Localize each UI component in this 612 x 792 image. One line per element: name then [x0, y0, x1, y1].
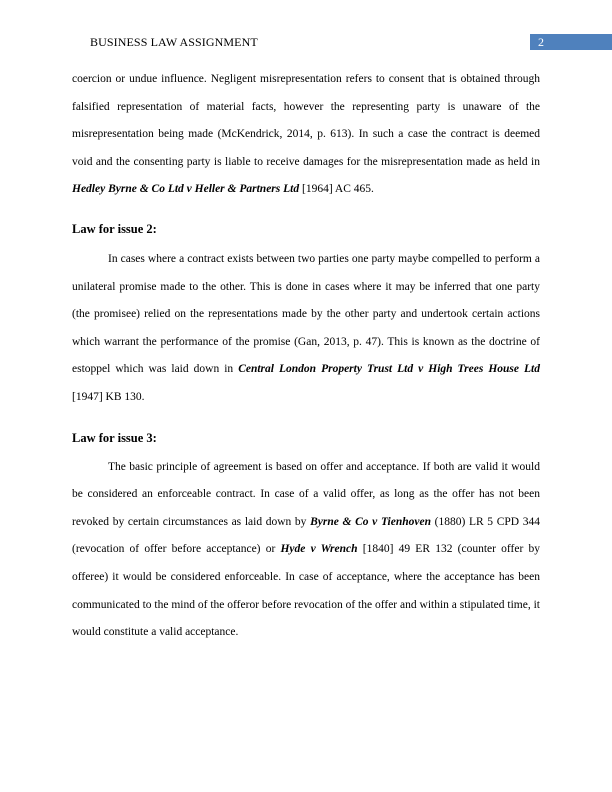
- paragraph-text: The basic principle of agreement is based on offer and acceptance. If both are valid it would be considered an enforceable contract. In case of a valid offer, as long as the offer has not been revoked by certain circumstances as laid down by: [72, 460, 540, 528]
- paragraph-text: (1880) LR 5 CPD 344 (revocation of offer before acceptance) or: [72, 515, 540, 556]
- page-number: 2: [538, 35, 544, 49]
- case-citation: Hyde v Wrench: [280, 543, 358, 556]
- paragraph-text: [1947] KB 130.: [72, 390, 145, 403]
- heading-issue-3: Law for issue 3:: [72, 430, 157, 445]
- page-header: [0, 0, 612, 60]
- paragraph-text: [1964] AC 465.: [299, 183, 374, 196]
- paragraph-issue-2: [72, 246, 540, 412]
- paragraph-misrepresentation: [72, 66, 540, 204]
- paragraph-text: [1840] 49 ER 132 (counter offer by offeree) it would be considered enforceable. In case of acceptance, where the acceptance has been communicated to the mind of the offeror before revocation of the offer and within a stipulated time, it would constitute a valid acceptance.: [72, 543, 540, 639]
- paragraph-text: In cases where a contract exists between two parties one party maybe compelled to perform a unilateral promise made to the other. This is done in cases where it may be inferred that one party (the promisee) relied on the representations made by the other party and undertook certain actions which warrant the performance of the promise (Gan, 2013, p. 47). This is known as the doctrine of estoppel which was laid down in: [72, 252, 540, 376]
- paragraph-text: coercion or undue influence. Negligent misrepresentation refers to consent that is obtained through falsified representation of material facts, however the representing party is unaware of the misrepresentation being made (McKendrick, 2014, p. 613). In such a case the contract is deemed void and the consenting party is liable to receive damages for the misrepresentation made as held in: [72, 73, 540, 168]
- paragraph-issue-3: [72, 454, 540, 647]
- header-title: BUSINESS LAW ASSIGNMENT: [90, 35, 258, 49]
- document-body: [72, 66, 540, 647]
- case-citation: Hedley Byrne & Co Ltd v Heller & Partners Ltd: [72, 183, 300, 196]
- case-citation: Central London Property Trust Ltd v High Trees House Ltd: [238, 363, 540, 376]
- case-citation: Byrne & Co v Tienhoven: [310, 515, 431, 528]
- page-number-bar: [530, 34, 612, 50]
- heading-issue-2: Law for issue 2:: [72, 221, 157, 236]
